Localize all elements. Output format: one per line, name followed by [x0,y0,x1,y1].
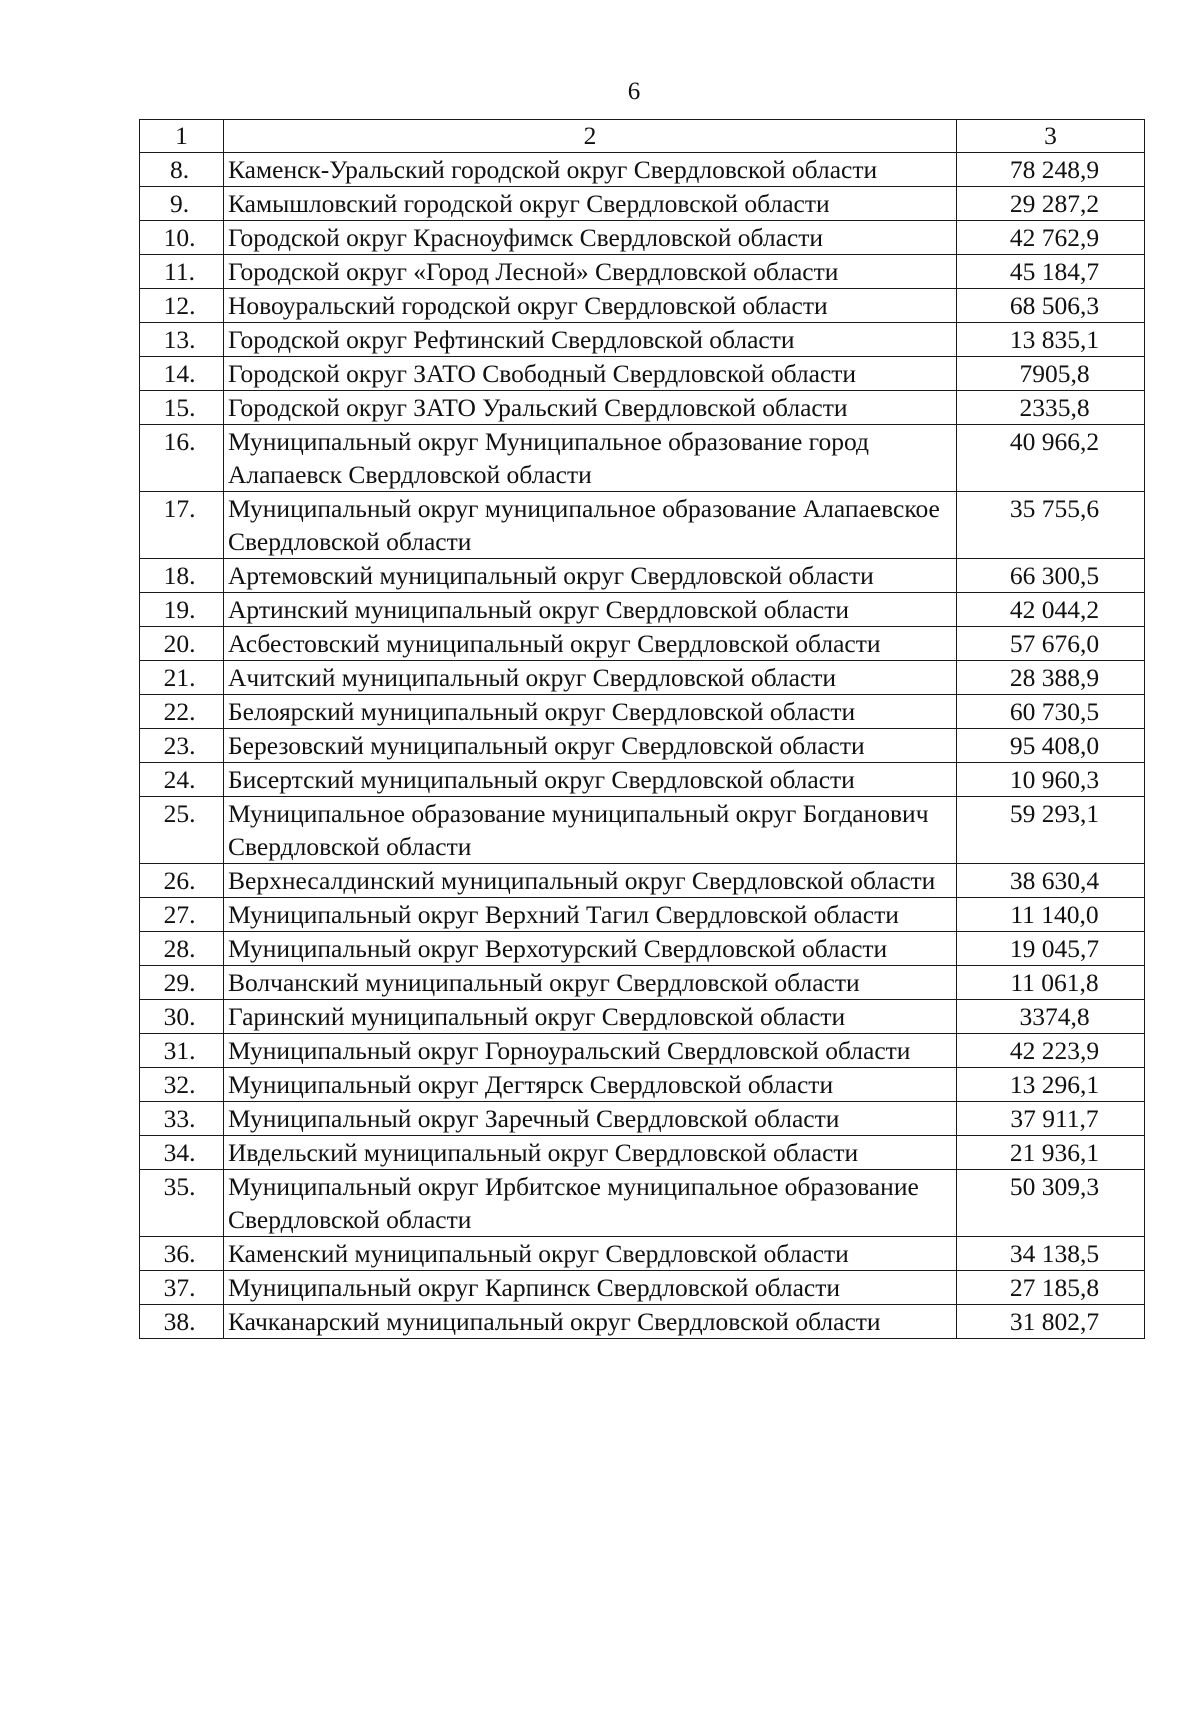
table-row [140,187,1145,221]
row-number-cell: 30. [140,1000,224,1034]
table-row [140,1068,1145,1102]
row-number-cell: 36. [140,1237,224,1271]
row-number-cell: 19. [140,593,224,627]
municipality-name-cell: Муниципальный округ муниципальное образование Алапаевское Свердловской области [224,492,957,559]
amount-cell: 45 184,7 [957,255,1145,289]
row-number-cell: 14. [140,357,224,391]
amount-cell: 37 911,7 [957,1102,1145,1136]
table-row [140,492,1145,559]
amount-cell: 13 296,1 [957,1068,1145,1102]
row-number-cell: 20. [140,627,224,661]
municipality-name-cell: Верхнесалдинский муниципальный округ Свердловской области [224,864,957,898]
municipality-name-cell: Бисертский муниципальный округ Свердловской области [224,763,957,797]
amount-cell: 38 630,4 [957,864,1145,898]
row-number-cell: 21. [140,661,224,695]
amount-cell: 35 755,6 [957,492,1145,559]
municipality-name-cell: Камышловский городской округ Свердловской области [224,187,957,221]
amount-cell: 10 960,3 [957,763,1145,797]
row-number-cell: 8. [140,153,224,187]
municipality-name-cell: Ачитский муниципальный округ Свердловской области [224,661,957,695]
municipality-name-cell: Артинский муниципальный округ Свердловской области [224,593,957,627]
row-number-cell: 38. [140,1305,224,1339]
amount-cell: 29 287,2 [957,187,1145,221]
municipality-name-cell: Волчанский муниципальный округ Свердловской области [224,966,957,1000]
municipality-name-cell: Городской округ ЗАТО Уральский Свердловской области [224,391,957,425]
municipality-name-cell: Муниципальный округ Карпинск Свердловской области [224,1271,957,1305]
municipality-name-cell: Гаринский муниципальный округ Свердловской области [224,1000,957,1034]
municipality-name-cell: Артемовский муниципальный округ Свердловской области [224,559,957,593]
table-row [140,1136,1145,1170]
amount-cell: 59 293,1 [957,797,1145,864]
municipality-name-cell: Муниципальный округ Ирбитское муниципальное образование Свердловской области [224,1170,957,1237]
table-row [140,864,1145,898]
allocation-table [139,119,1145,1339]
municipality-name-cell: Муниципальный округ Горноуральский Свердловской области [224,1034,957,1068]
row-number-cell: 16. [140,425,224,492]
amount-cell: 11 140,0 [957,898,1145,932]
row-number-cell: 12. [140,289,224,323]
table-row [140,966,1145,1000]
row-number-cell: 28. [140,932,224,966]
amount-cell: 34 138,5 [957,1237,1145,1271]
table-row [140,1305,1145,1339]
amount-cell: 11 061,8 [957,966,1145,1000]
table-row [140,1034,1145,1068]
amount-cell: 31 802,7 [957,1305,1145,1339]
table-row [140,1102,1145,1136]
row-number-cell: 17. [140,492,224,559]
table-row [140,932,1145,966]
amount-cell: 42 044,2 [957,593,1145,627]
table-row [140,1000,1145,1034]
amount-cell: 57 676,0 [957,627,1145,661]
row-number-cell: 13. [140,323,224,357]
amount-cell: 13 835,1 [957,323,1145,357]
amount-cell: 7905,8 [957,357,1145,391]
table-row [140,289,1145,323]
amount-cell: 60 730,5 [957,695,1145,729]
municipality-name-cell: Муниципальный округ Верхотурский Свердловской области [224,932,957,966]
amount-cell: 28 388,9 [957,661,1145,695]
municipality-name-cell: Асбестовский муниципальный округ Свердловской области [224,627,957,661]
table-body [140,120,1145,1339]
amount-cell: 3374,8 [957,1000,1145,1034]
table-row [140,763,1145,797]
table-row [140,1237,1145,1271]
municipality-name-cell: Городской округ Рефтинский Свердловской области [224,323,957,357]
municipality-name-cell: Городской округ ЗАТО Свободный Свердловской области [224,357,957,391]
row-number-cell: 29. [140,966,224,1000]
amount-cell: 66 300,5 [957,559,1145,593]
municipality-name-cell: Березовский муниципальный округ Свердловской области [224,729,957,763]
row-number-cell: 37. [140,1271,224,1305]
amount-cell: 50 309,3 [957,1170,1145,1237]
row-number-cell: 34. [140,1136,224,1170]
municipality-name-cell: Каменск-Уральский городской округ Свердловской области [224,153,957,187]
row-number-cell: 15. [140,391,224,425]
table-row [140,323,1145,357]
table-row [140,221,1145,255]
table-row [140,695,1145,729]
page-number: 6 [627,78,641,105]
table-row [140,627,1145,661]
table-row [140,391,1145,425]
table-header-row [140,120,1145,153]
amount-cell: 27 185,8 [957,1271,1145,1305]
municipality-name-cell: Муниципальное образование муниципальный округ Богданович Свердловской области [224,797,957,864]
amount-cell: 42 223,9 [957,1034,1145,1068]
row-number-cell: 35. [140,1170,224,1237]
row-number-cell: 24. [140,763,224,797]
row-number-cell: 22. [140,695,224,729]
row-number-cell: 18. [140,559,224,593]
municipality-name-cell: Ивдельский муниципальный округ Свердловской области [224,1136,957,1170]
row-number-cell: 31. [140,1034,224,1068]
table-row [140,153,1145,187]
row-number-cell: 25. [140,797,224,864]
row-number-cell: 9. [140,187,224,221]
column-header-name: 2 [224,120,957,153]
row-number-cell: 11. [140,255,224,289]
table-row [140,593,1145,627]
amount-cell: 19 045,7 [957,932,1145,966]
municipality-name-cell: Белоярский муниципальный округ Свердловской области [224,695,957,729]
amount-cell: 40 966,2 [957,425,1145,492]
municipality-name-cell: Новоуральский городской округ Свердловской области [224,289,957,323]
amount-cell: 21 936,1 [957,1136,1145,1170]
amount-cell: 78 248,9 [957,153,1145,187]
municipality-name-cell: Городской округ Красноуфимск Свердловской области [224,221,957,255]
table-row [140,255,1145,289]
table-row [140,797,1145,864]
row-number-cell: 26. [140,864,224,898]
municipality-name-cell: Муниципальный округ Муниципальное образование город Алапаевск Свердловской области [224,425,957,492]
table-row [140,559,1145,593]
table-row [140,1271,1145,1305]
column-header-number: 1 [140,120,224,153]
amount-cell: 42 762,9 [957,221,1145,255]
municipality-name-cell: Муниципальный округ Верхний Тагил Свердловской области [224,898,957,932]
amount-cell: 2335,8 [957,391,1145,425]
municipality-name-cell: Качканарский муниципальный округ Свердловской области [224,1305,957,1339]
table-row [140,1170,1145,1237]
row-number-cell: 10. [140,221,224,255]
table-row [140,357,1145,391]
amount-cell: 95 408,0 [957,729,1145,763]
table-row [140,729,1145,763]
row-number-cell: 23. [140,729,224,763]
municipality-name-cell: Муниципальный округ Заречный Свердловской области [224,1102,957,1136]
column-header-value: 3 [957,120,1145,153]
row-number-cell: 33. [140,1102,224,1136]
table-row [140,898,1145,932]
municipality-name-cell: Городской округ «Город Лесной» Свердловской области [224,255,957,289]
amount-cell: 68 506,3 [957,289,1145,323]
row-number-cell: 32. [140,1068,224,1102]
municipality-name-cell: Муниципальный округ Дегтярск Свердловской области [224,1068,957,1102]
table-row [140,661,1145,695]
table-row [140,425,1145,492]
municipality-name-cell: Каменский муниципальный округ Свердловской области [224,1237,957,1271]
row-number-cell: 27. [140,898,224,932]
